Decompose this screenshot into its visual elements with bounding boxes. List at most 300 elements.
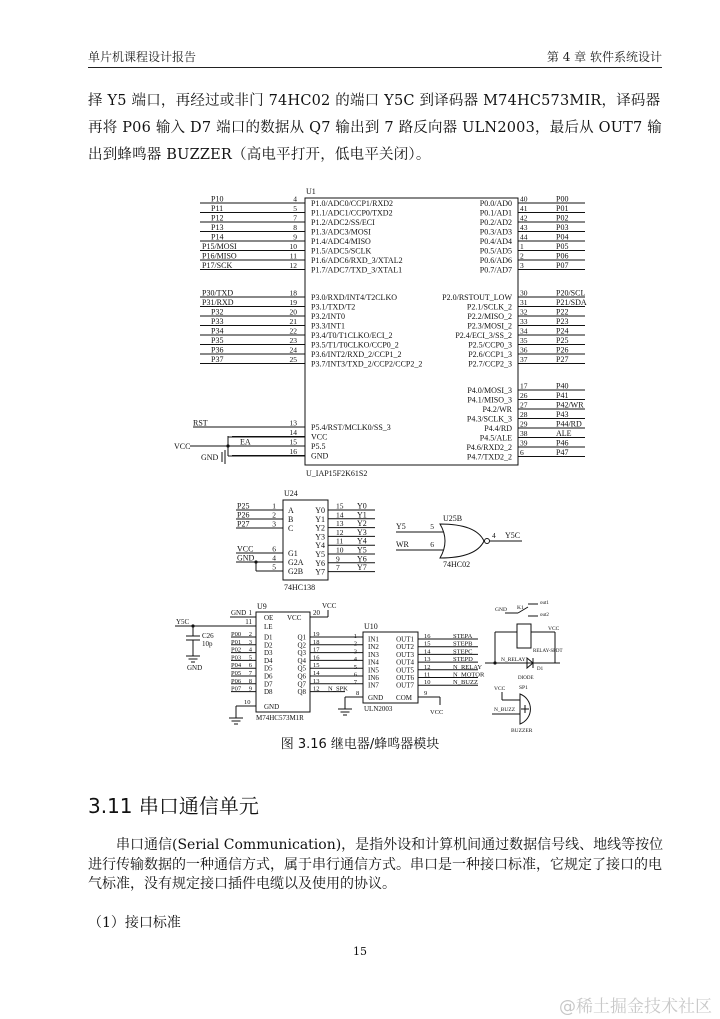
pin-number: 7 [336,563,340,573]
pin-name: Q2 [297,641,306,650]
net-label: P13 [211,223,224,232]
pin-name: IN4 [368,658,379,667]
pin-name: P0.4/AD4 [479,237,512,246]
net-label: Y4 [357,536,367,546]
pin-name: P4.4/RD [484,424,512,433]
pin-number: 32 [520,307,528,317]
pin-name: Q8 [297,688,306,697]
net-label: P07 [231,685,242,693]
pin-number: 14 [313,670,320,677]
relay-out2-label: out2 [540,613,549,618]
pin-name: OUT2 [396,643,414,652]
pin-number: 22 [289,326,297,336]
net-label: Y5 [396,522,406,531]
net-label: P02 [231,646,242,654]
net-label: P33 [211,317,224,326]
pin-name: P2.3/MOSI_2 [467,321,512,331]
pin-number: 15 [313,662,320,670]
pin-number: 34 [520,326,528,336]
u1-part-label: U_IAP15F2K61S2 [306,469,368,478]
net-label: P16/MISO [202,251,237,261]
pin-number: 31 [520,298,528,307]
pin-number: 8 [248,677,252,685]
figure-caption: 图 3.16 继电器/蜂鸣器模块 [280,737,440,752]
pin-name: P1.6/ADC6/RXD_3/XTAL2 [311,256,403,265]
net-label: P04 [231,662,242,670]
net-label: P02 [556,213,569,223]
pin-name: P0.1/AD1 [479,208,512,218]
pin-number: 13 [336,519,344,529]
net-label: P04 [556,232,569,242]
pin-name: P3.6/INT2/RXD_2/CCP1_2 [311,350,402,359]
pin-number: 1 [520,242,524,251]
net-label: P41 [556,391,569,400]
net-label: P26 [556,345,569,355]
net-label: P40 [556,381,569,391]
net-label: GND [237,553,255,563]
net-label: STEPB [453,640,473,648]
pin-number: 18 [313,638,320,646]
pin-number: 4 [293,194,297,204]
pin-number: 16 [289,447,297,456]
net-label: N_RELAY [453,663,483,671]
pin-name: A [288,506,294,515]
pin-name: Q5 [297,664,306,673]
net-label: P25 [237,501,250,511]
pin-name: D3 [264,649,273,658]
pin-number: 4 [272,553,276,563]
pin-number: 3 [353,648,357,656]
buzzer-ref: SP1 [519,685,528,691]
pin-number: 5 [272,562,276,572]
pin-name: IN7 [368,681,379,690]
pin-name: P1.7/ADC7/TXD_3/XTAL1 [311,265,403,275]
pin-name: P3.1/TXD/T2 [311,302,356,312]
pin-name: D4 [264,656,273,665]
pin-number: 17 [520,381,528,391]
pin-number: 17 [313,646,320,654]
pin-name: OUT7 [396,681,414,690]
net-label: P01 [231,638,242,646]
pin-name: P0.2/AD2 [479,218,512,227]
net-label: P05 [556,242,569,251]
nor-gate-symbol [440,524,484,558]
pin-number: 5 [248,654,252,662]
net-label: P43 [556,410,569,419]
pin-name: P0.0/AD0 [479,199,512,208]
pin-name: D8 [264,688,273,697]
net-label: Y2 [357,519,367,529]
pin-name: IN2 [368,643,379,652]
pin-number: 6 [353,671,357,679]
pin-number: 24 [289,345,297,355]
pin-name: P4.6/RXD2_2 [466,443,512,452]
pin-name: Y4 [315,541,325,551]
pin-number: 19 [313,631,320,638]
pin-name: Q1 [297,633,306,642]
pin-name: IN1 [368,635,379,644]
net-label: N_BUZZ [494,707,516,713]
pin-number: 13 [424,656,431,664]
net-label: P24 [556,326,569,336]
pin-name: P4.5/ALE [479,433,512,443]
pin-name: D7 [264,680,273,689]
pin-name: IN5 [368,666,379,675]
gnd-label: GND [495,607,507,613]
net-label: P46 [556,438,569,448]
inverter-bubble [485,539,490,544]
pin-name: P0.3/AD3 [479,227,512,237]
vcc-label: VCC [322,602,337,610]
pin-number: 12 [336,527,344,537]
pin-name: G2A [288,558,304,567]
pin-name: OUT6 [396,674,414,682]
net-label: Y3 [357,527,367,537]
pin-name: OUT3 [396,650,414,659]
pin-number: 7 [248,670,252,677]
net-label: N_MOTOR [453,671,485,679]
pin-number: 10 [289,242,297,251]
pin-name: P3.5/T1/T0CLKO/CCP0_2 [311,340,399,350]
pin-number: 26 [520,391,528,400]
pin-number: 2 [272,510,276,520]
pin-number: 11 [245,618,252,626]
u24-ref-label: U24 [284,489,298,498]
relay-out1-label: out1 [540,601,549,606]
pin-name: P2.1/SCLK_2 [466,302,512,312]
diode-ref: D1 [537,667,544,672]
pin-number: 33 [520,317,528,326]
pin-name: P1.2/ADC2/SS/ECI [311,218,375,227]
pin-name: IN3 [368,650,379,659]
pin-name: Y5 [315,550,325,559]
pin-name: OE [264,614,274,622]
pin-number: 27 [520,400,528,410]
u25-part-label: 74HC02 [443,560,471,569]
pin-name: OUT1 [396,635,414,644]
pin-number: 20 [289,307,297,317]
pin-number: 7 [353,679,357,687]
pin-name: P2.7/CCP2_3 [468,359,512,369]
pin-name: Y2 [315,523,325,533]
pin-number: 18 [289,288,297,298]
net-label: Y1 [357,510,367,520]
pin-number: 11 [336,536,344,546]
pin-number: 2 [353,640,357,648]
pin-name: Y3 [315,532,325,542]
net-label: P42/WR [556,400,584,410]
net-label: RST [193,418,208,428]
pin-number: 9 [248,685,252,693]
pin-number: 42 [520,213,528,223]
pin-name: P0.6/AD6 [479,256,512,265]
pin-name: Q3 [297,649,306,658]
pin-number: 41 [520,204,528,213]
junction-dot [226,444,229,447]
pin-number: 30 [520,288,528,298]
net-label: P44/RD [556,419,582,429]
u9-part-label: M74HC573M1R [256,714,304,722]
pin-number: 16 [424,633,431,640]
net-label: P27 [556,355,569,364]
pin-name: D6 [264,672,273,681]
pin-number: 14 [424,648,431,656]
pin-number: 9 [336,554,340,564]
u1-ref-label: U1 [306,187,316,196]
intro-paragraph: 择 Y5 端口，再经过或非门 74HC02 的端口 Y5C 到译码器 M74HC573MIR，译码器再将 P06 输入 D7 端口的数据从 Q7 输出到 7 路反向器 ULN2003，最后从 OUT7 输出到蜂鸣器 BUZZER（高电平打开，低电平关闭）。 [88,93,662,163]
net-label: P03 [556,223,569,232]
vcc-label: VCC [494,686,506,692]
watermark: @稀土掘金技术社区 [559,997,712,1017]
net-label: P05 [231,670,242,677]
net-label: P21/SDA [556,298,587,307]
pin-number: 6 [272,544,276,554]
pin-number: 15 [336,501,344,511]
pin-number: 11 [424,671,431,679]
pin-number: 6 [520,448,524,457]
net-label: Y7 [357,563,367,573]
pin-name: Q6 [297,672,306,681]
net-label: P23 [556,317,569,326]
pin-number: 5 [353,663,357,671]
pin-number: 1 [272,501,276,511]
pin-number: 11 [289,251,297,261]
pin-number: 3 [272,519,276,529]
net-label: N_SPK [328,685,348,693]
net-label: N_BUZZ [453,679,478,687]
net-label: P27 [237,519,250,529]
pin-name: Y1 [315,514,325,524]
pin-number: 14 [289,428,297,437]
pin-number: 12 [313,685,320,693]
pin-name: D2 [264,641,273,650]
pin-name: LE [264,623,273,631]
net-label: P47 [556,448,569,457]
pin-name: P1.1/ADC1/CCP0/TXD2 [311,208,393,218]
pin-number: 10 [336,545,344,555]
pin-name: Y0 [315,506,325,515]
pin-name: COM [396,694,412,702]
net-label: Y6 [357,554,367,564]
net-label: P00 [231,631,242,638]
net-label: P20/SCL [556,288,586,298]
pin-name: Q4 [297,656,306,665]
pin-number: 16 [313,654,320,662]
net-label: P03 [231,654,242,662]
pin-number: 15 [289,437,297,447]
pin-name: VCC [287,614,302,622]
page-number: 15 [353,945,367,958]
pin-number: 8 [293,223,297,232]
pin-number: 9 [424,690,428,697]
capacitor-ref: C26 [202,632,214,640]
pin-number: 43 [520,223,528,232]
pin-name: P4.7/TXD2_2 [466,452,512,462]
pin-number: 44 [520,232,528,242]
net-label: ALE [556,429,572,438]
u9-ref-label: U9 [257,602,267,611]
pin-number: 28 [520,410,528,419]
pin-number: 9 [293,232,297,242]
pin-number: 40 [520,194,528,204]
pin-name: OUT4 [396,658,414,667]
net-label: P14 [211,232,224,242]
pin-number: 4 [248,646,252,654]
net-label: Y0 [357,501,367,511]
pin-name: P0.5/AD5 [479,246,512,256]
relay-ref: K1 [517,605,524,611]
pin-name: D5 [264,664,273,673]
pin-number: 2 [520,251,524,261]
pin-number: 4 [492,531,496,540]
pin-number: 8 [356,690,360,697]
net-label: VCC [237,544,254,554]
pin-number: 13 [313,677,320,685]
pin-name: P0.7/AD7 [479,265,512,275]
net-label: P35 [211,336,224,345]
pin-name: GND [311,451,329,461]
pin-name: P4.2/WR [482,405,512,414]
net-label: P30/TXD [202,288,234,298]
pin-number: 2 [248,631,252,638]
pin-number: 6 [430,540,434,549]
pin-number: 37 [520,355,528,364]
pin-number: 1 [353,633,357,640]
pin-number: 19 [289,298,297,307]
pin-number: 3 [520,261,524,270]
pin-number: 38 [520,429,528,438]
section-paragraph: 串口通信(Serial Communication)，是指外设和计算机间通过数据信号线、地线等按位进行传输数据的一种通信方式，属于串行通信方式。串口是一种接口标准，它规定了接口的电气标准，没有规定接口插件电缆以及使用的协议。 [88,837,664,892]
pin-name: P1.0/ADC0/CCP1/RXD2 [311,199,394,208]
vcc-label: VCC [174,442,191,451]
pin-number: 5 [430,522,434,531]
net-label: P07 [556,261,569,270]
pin-name: OUT5 [396,666,414,675]
net-label: P17/SCK [202,261,233,270]
pin-name: P2.6/CCP1_3 [468,350,512,359]
pin-number: 7 [293,213,297,223]
net-label: P15/MOSI [202,242,237,251]
pin-number: 10 [424,679,431,687]
net-label: STEPA [453,633,473,640]
pin-number: 23 [289,336,297,345]
buzzer-part-label: BUZZER [511,728,533,734]
header-chapter: 第 4 章 软件系统设计 [546,50,662,64]
pin-name: P1.5/ADC5/SCLK [311,246,372,256]
capacitor-value: 10p [202,640,213,648]
pin-name: P2.2/MISO_2 [467,312,512,321]
pin-name: P5.5 [311,442,326,451]
pin-name: IN6 [368,674,379,682]
net-label: Y5C [176,618,190,626]
pin-name: P4.3/SCLK_3 [466,414,512,424]
pin-number: 10 [244,699,251,706]
pin-number: 35 [520,336,528,345]
net-label: WR [396,540,409,549]
pin-number: 6 [248,662,252,670]
net-label: EA [240,437,251,447]
junction-dot [493,661,496,664]
pin-name: P5.4/RST/MCLK0/SS_3 [311,423,391,432]
net-label: Y5C [505,531,521,540]
net-label: P22 [556,307,569,317]
net-label: P06 [556,251,569,261]
gnd-label: GND [187,664,203,672]
net-label: P36 [211,345,224,355]
pin-name: P4.0/MOSI_3 [467,386,512,395]
net-label: P10 [211,194,224,204]
pin-name: B [288,515,294,524]
u10-part-label: ULN2003 [364,705,393,713]
pin-name: P3.2/INT0 [311,312,345,321]
pin-name: P1.4/ADC4/MISO [311,237,371,246]
pin-name: GND [368,694,384,702]
relay-coil [517,624,531,648]
diode-part-label: DIODE [518,676,534,681]
pin-name: P3.4/T0/T1CLKO/ECI_2 [311,331,393,340]
vcc-label: VCC [430,709,444,716]
pin-number: 4 [353,656,357,664]
pin-number: 5 [293,204,297,213]
junction-dot [254,560,257,563]
net-label: N_RELAY [501,657,526,663]
header-title: 单片机课程设计报告 [88,50,197,64]
net-label: P01 [556,204,569,213]
pin-name: C [288,524,294,533]
net-label: P12 [211,213,224,223]
u25-ref-label: U25B [443,514,463,523]
pin-name: P3.3/INT1 [311,321,345,331]
pin-number: 21 [289,317,297,326]
u24-part-label: 74HC138 [284,583,316,592]
pin-number: 20 [313,609,320,617]
pin-number: 12 [289,261,297,270]
vcc-label: VCC [548,626,560,632]
pin-name: VCC [311,432,328,442]
pin-number: 12 [424,663,431,671]
net-label: STEPD [453,656,473,664]
pin-name: Y7 [315,567,325,577]
pin-number: 15 [424,640,431,648]
pin-number: 3 [248,638,252,646]
net-label: P37 [211,355,224,364]
section-heading: 3.11 串口通信单元 [88,794,259,818]
pin-number: 14 [336,510,344,520]
pin-number: 29 [520,419,528,429]
pin-name: GND [264,703,280,711]
net-label: GND [231,609,247,617]
gnd-label: GND [201,453,219,462]
net-label: STEPC [453,648,473,656]
pin-name: Q7 [297,680,306,689]
net-label: P26 [237,510,250,520]
pin-name: P3.0/RXD/INT4/T2CLKO [311,293,397,302]
pin-name: G1 [288,549,298,558]
relay-part-label: RELAY-SPDT [533,649,563,654]
pin-number: 25 [289,355,297,364]
net-label: P00 [556,194,569,204]
pin-name: P1.3/ADC3/MOSI [311,227,371,237]
net-label: P11 [211,204,224,213]
pin-name: P3.7/INT3/TXD_2/CCP2/CCP2_2 [311,359,423,369]
pin-number: 39 [520,438,528,448]
net-label: P31/RXD [202,298,234,307]
net-label: P32 [211,307,224,317]
u10-ref-label: U10 [364,622,378,631]
net-label: Y5 [357,545,367,555]
pin-name: P2.0/RSTOUT_LOW [442,293,512,302]
net-label: P06 [231,677,242,685]
